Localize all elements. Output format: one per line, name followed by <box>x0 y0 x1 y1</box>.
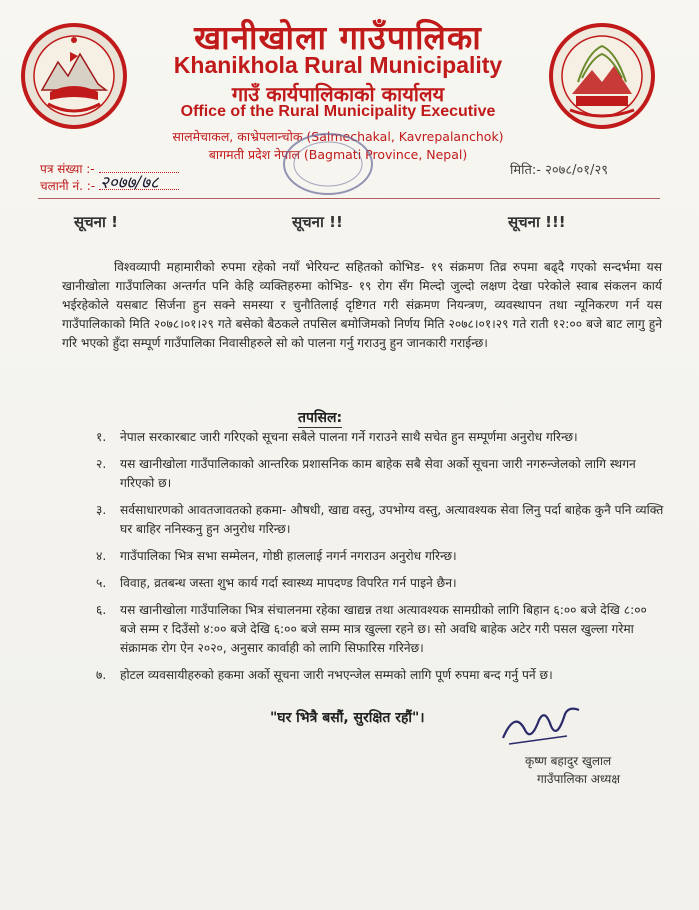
office-title-en: Office of the Rural Municipality Executive <box>180 103 496 120</box>
list-item: ४. गाउँपालिका भित्र सभा सम्मेलन, गोष्ठी हाललाई नगर्न नगराउन अनुरोध गरिन्छ। <box>96 549 457 563</box>
address-line-1: सालमेचाकल, काभ्रेपलान्चोक (Salmechakal, Kavrepalanchok) <box>172 129 504 144</box>
list-item: ३. सर्वसाधारणको आवतजावतको हकमा- औषधी, खाद्य वस्तु, उपभोग्य वस्तु, अत्यावश्यक सेवा लिनु पर्दा बाहेक कुनै पनि व्यक्ति घर बाहिर ननिस्कनु हुन अनुरोध गरिन्छ। <box>96 503 664 536</box>
signatory-title: गाउँपालिका अध्यक्ष <box>537 772 620 786</box>
address-line-2: बागमती प्रदेश नेपाल (Bagmati Province, Nepal) <box>208 147 468 162</box>
list-item: ५. विवाह, व्रतबन्ध जस्ता शुभ कार्य गर्दा स्वास्थ्य मापदण्ड विपरित गर्न पाइने छैन। <box>96 576 457 590</box>
municipality-title-en: Khanikhola Rural Municipality <box>173 52 503 78</box>
dispatch-number-label: चलानी नं. :- <box>40 177 179 194</box>
municipality-title-np: खानीखोला गाउँपालिका <box>194 18 482 57</box>
letter-number-label: पत्र संख्या :- <box>40 160 179 177</box>
list-item: ६. यस खानीखोला गाउँपालिका भित्र संचालनमा रहेका खाद्यन्न तथा अत्यावश्यक सामग्रीको लागि बिहान ६:०० बजे देखि ८:०० बजे सम्म र दिउँसो ४:०० बजे देखि ६:०० बजे सम्म मात्र खुल्ला रहने छ। सो अवधि बाहेक अटेर गरी पसल खुल्ला गरेमा संक्रामक रोग ऐन २०२०, अनुसार कार्वाही को लागि सिफारिस गरिनेछ। <box>96 603 647 655</box>
notice-heading-3: सूचना !!! <box>508 213 566 231</box>
decision-list <box>96 428 666 693</box>
nepal-emblem-icon <box>20 22 128 130</box>
office-title-np: गाउँ कार्यपालिकाको कार्यालय <box>231 82 445 106</box>
slogan: "घर भित्रै बसौं, सुरक्षित रहौं"। <box>270 710 425 726</box>
municipality-seal-icon <box>548 22 656 130</box>
reference-number: २०७७/७८ <box>100 173 159 193</box>
notice-heading-2: सूचना !! <box>292 213 343 231</box>
office-stamp-icon <box>278 130 378 198</box>
list-item: ७. होटल व्यवसायीहरुको हकमा अर्को सूचना जारी नभएन्जेल सम्मको लागि पूर्ण रुपमा बन्द गर्नु पर्ने छ। <box>96 668 553 682</box>
signatory-name: कृष्ण बहादुर खुलाल <box>525 754 612 768</box>
signature-icon <box>495 700 585 750</box>
details-heading: तपसिल: <box>298 410 343 426</box>
list-item: १. नेपाल सरकारबाट जारी गरिएको सूचना सबैले पालना गर्ने गराउने साथै सचेत हुन सम्पूर्णमा अनुरोध गरिन्छ। <box>96 430 578 444</box>
body-paragraph: विश्वव्यापी महामारीको रुपमा रहेको नयाँ भेरियन्ट सहितको कोभिड- १९ संक्रमण तिव्र रुपमा बढ्दै गएको सन्दर्भमा यस खानीखोला गाउँपालिका अन्तर्गत पनि केहि व्यक्तिहरुमा कोभिड- १९ रोग सँग मिल्दो जुल्दो लक्षण देखा परेकोले स्वाब संकलन कार्य भईरहेकोले यसबाट सिर्जना हुन सक्ने समस्या र चुनौतिलाई दृष्टिगत गरी संक्रमण नियन्त्रण, व्यवस्थापन तथा न्यूनिकरण गर्न यस गाउँपालिकाको मिति २०७८।०१।२९ गते बसेको बैठकले तपसिल बमोजिमको निर्णय मिति २०७८।०१।२९ गते राती १२:०० बजे बाट लागु हुने गरि भएको हुँदा सम्पूर्ण गाउँपालिका निवासीहरुले सो को पालना गर्नु गराउनु हुन जानकारी गराईन्छ। <box>62 260 662 350</box>
notice-heading-1: सूचना ! <box>74 213 118 231</box>
list-item: २. यस खानीखोला गाउँपालिकाको आन्तरिक प्रशासनिक काम बाहेक सबै सेवा अर्को सूचना जारी नगरुन्जेलको लागि स्थगन गरिएको छ। <box>96 457 636 490</box>
header-divider <box>38 198 660 199</box>
letter-date: मिति:- २०७८/०१/२९ <box>510 163 608 178</box>
